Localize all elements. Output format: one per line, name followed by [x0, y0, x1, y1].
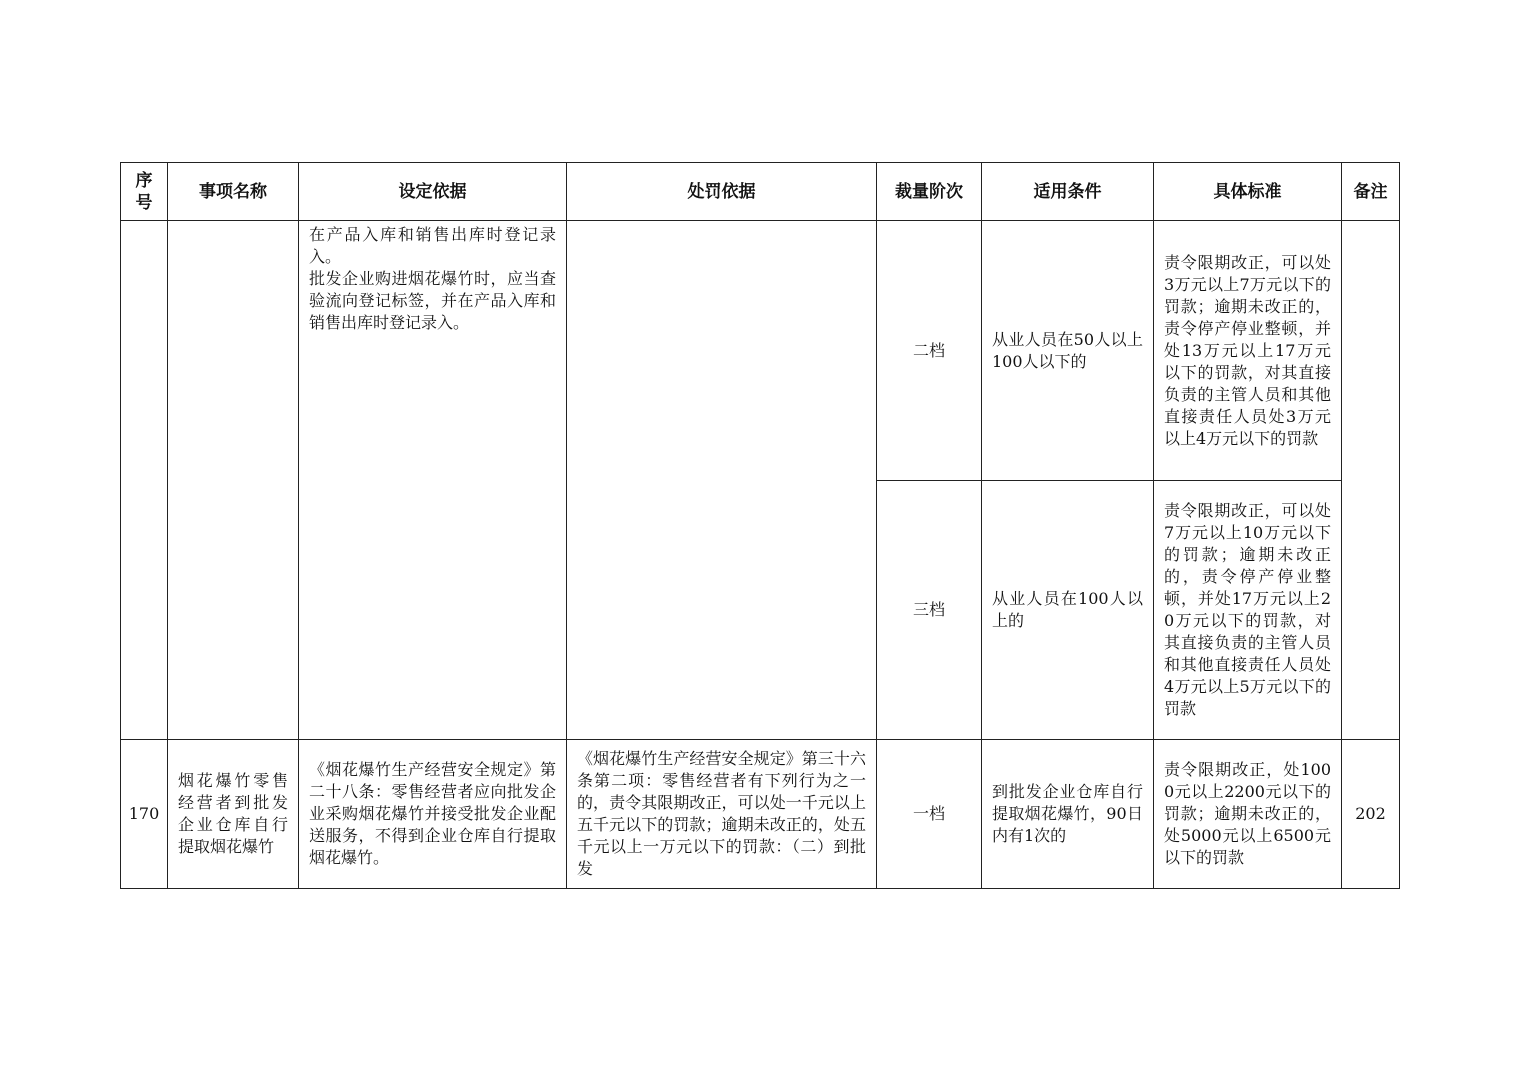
- cell-penalty-basis: [567, 740, 877, 889]
- cell-standard-3: [1154, 481, 1342, 740]
- condition-text: 从业人员在100人以上的: [992, 589, 1143, 630]
- standard-text: 责令限期改正，处1000元以上2200元以下的罚款；逾期未改正的，处5000元以上6500元以下的罚款: [1164, 760, 1331, 867]
- header-remark: 备注: [1342, 163, 1400, 221]
- header-seq: 序号: [121, 163, 168, 221]
- cell-basis: [299, 740, 567, 889]
- penalty-basis-text: 《烟花爆竹生产经营安全规定》第三十六条第二项：零售经营者有下列行为之一的，责令其限期改正，可以处一千元以上五千元以下的罚款；逾期未改正的，处五千元以上一万元以下的罚款：（二）到批发: [577, 749, 866, 878]
- header-basis: 设定依据: [299, 163, 567, 221]
- condition-text: 到批发企业仓库自行提取烟花爆竹，90日内有1次的: [992, 782, 1143, 845]
- cell-basis: [299, 221, 567, 740]
- table-row: [121, 221, 1400, 481]
- header-item-name: 事项名称: [168, 163, 299, 221]
- cell-condition-2: [982, 221, 1154, 481]
- cell-condition-1: [982, 740, 1154, 889]
- penalty-discretion-table: [120, 162, 1400, 889]
- cell-level-3: 三档: [877, 481, 982, 740]
- standard-text: 责令限期改正，可以处3万元以上7万元以下的罚款；逾期未改正的，责令停产停业整顿，并处13万元以上17万元以下的罚款，对其直接负责的主管人员和其他直接责任人员处3万元以上4万元以下的罚款: [1164, 252, 1331, 448]
- cell-standard-1: [1154, 740, 1342, 889]
- condition-text: 从业人员在50人以上100人以下的: [992, 329, 1143, 371]
- table-row: [121, 740, 1400, 889]
- header-penalty-basis: 处罚依据: [567, 163, 877, 221]
- header-level: 裁量阶次: [877, 163, 982, 221]
- cell-remark: 202: [1342, 740, 1400, 889]
- cell-condition-3: [982, 481, 1154, 740]
- cell-item-name: [168, 740, 299, 889]
- basis-text: 在产品入库和销售出库时登记录入。 批发企业购进烟花爆竹时，应当查验流向登记标签，并在产品入库和销售出库时登记录入。: [309, 225, 556, 332]
- cell-level-1: 一档: [877, 740, 982, 889]
- header-standard: 具体标准: [1154, 163, 1342, 221]
- basis-text: 《烟花爆竹生产经营安全规定》第二十八条：零售经营者应向批发企业采购烟花爆竹并接受批发企业配送服务，不得到企业仓库自行提取烟花爆竹。: [309, 760, 556, 867]
- table-header-row: [121, 163, 1400, 221]
- cell-standard-2: [1154, 221, 1342, 481]
- cell-item-empty: [168, 221, 299, 740]
- standard-text: 责令限期改正，可以处7万元以上10万元以下的罚款；逾期未改正的，责令停产停业整顿，并处17万元以上20万元以下的罚款，对其直接负责的主管人员和其他直接责任人员处4万元以上5万元以下的罚款: [1164, 501, 1331, 718]
- cell-penalty-empty: [567, 221, 877, 740]
- cell-level-2: 二档: [877, 221, 982, 481]
- cell-seq: 170: [121, 740, 168, 889]
- header-condition: 适用条件: [982, 163, 1154, 221]
- cell-seq-empty: [121, 221, 168, 740]
- item-name-text: 烟花爆竹零售经营者到批发企业仓库自行提取烟花爆竹: [178, 771, 288, 856]
- cell-remark-empty: [1342, 221, 1400, 740]
